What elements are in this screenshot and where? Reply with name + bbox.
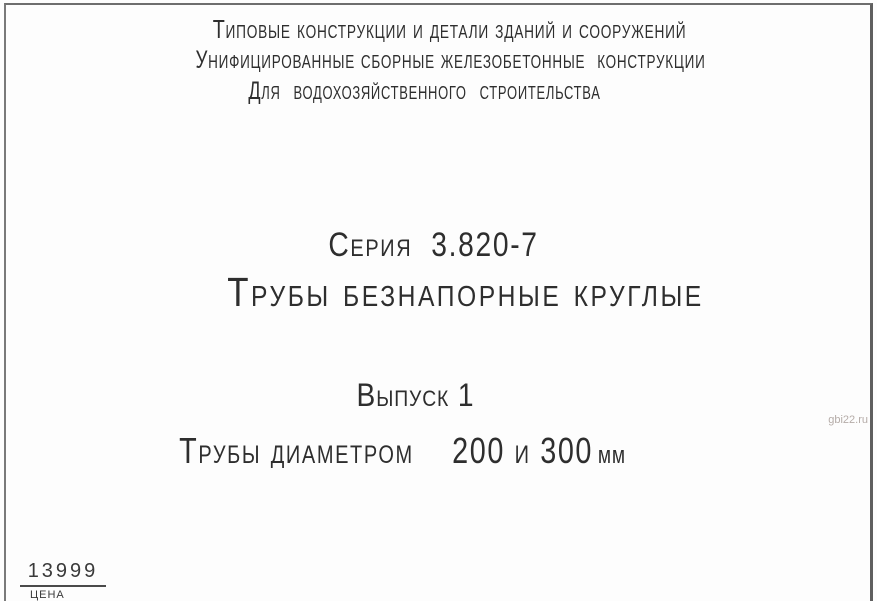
subtitle-text: Трубы диаметром 200 и 300 [179, 430, 594, 471]
subtitle-line [52, 430, 754, 472]
price-number: 13999 [20, 560, 106, 587]
header-line-2: Унифицированные сборные железобетонные конструкции [195, 46, 706, 74]
series-line: Серия 3.820-7 [328, 226, 539, 264]
price-block [20, 560, 108, 601]
header-line-1: Типовые конструкции и детали зданий и сооружений [212, 14, 687, 44]
watermark: gbi22.ru [828, 414, 868, 426]
issue-line: Выпуск 1 [356, 377, 475, 413]
main-title: Трубы безнапорные круглые [227, 269, 704, 315]
subtitle-units: мм [597, 442, 626, 469]
price-label: ЦЕНА [30, 589, 65, 601]
header-line-3: Для водохозяйственного строительства [248, 77, 601, 105]
